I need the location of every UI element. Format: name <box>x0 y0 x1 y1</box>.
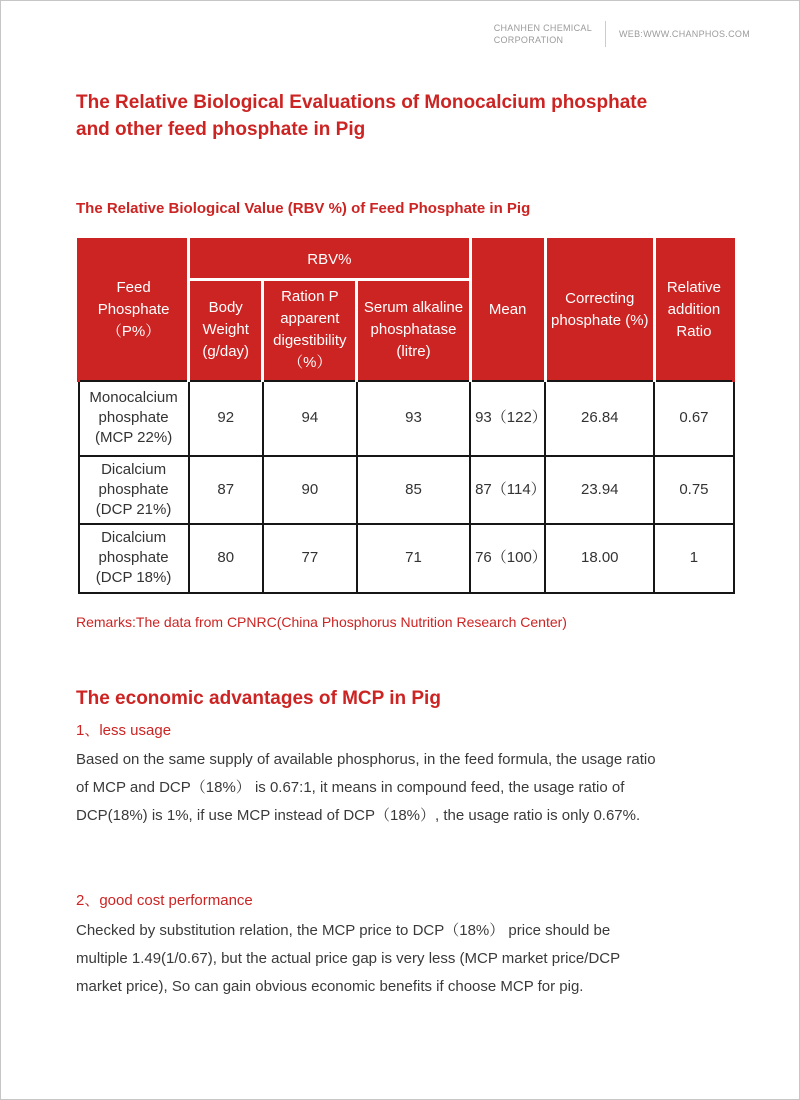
cell-correcting: 18.00 <box>545 524 654 593</box>
col-header-mean: Mean <box>470 240 545 381</box>
cell-serum: 93 <box>357 381 470 456</box>
company-name-line1: CHANHEN CHEMICAL <box>493 23 592 33</box>
company-name-line2: CORPORATION <box>493 35 564 45</box>
cell-correcting: 26.84 <box>545 381 654 456</box>
cell-mean: 93（122） <box>470 381 545 456</box>
cell-ration-p: 90 <box>263 456 357 524</box>
point-1-paragraph: Based on the same supply of available phosphorus, in the feed formula, the usage ratio of MCP and DCP（18%） is 0.67:1, it means in compound feed, the usage ratio of DCP(18%) is 1%, if use MCP instead of DCP（18%）, the usage ratio is only 0.67%. <box>76 751 656 824</box>
point-2-title: 2、good cost performance <box>76 892 253 909</box>
table-row <box>79 524 734 593</box>
col-header-serum: Serum alkaline phosphatase (litre) <box>357 280 470 381</box>
cell-body-weight: 80 <box>189 524 263 593</box>
letterhead <box>494 21 750 47</box>
col-header-relative-addition-ratio: Relative addition Ratio <box>654 240 733 381</box>
cell-feed-name: Monocalcium phosphate (MCP 22%) <box>79 381 189 456</box>
website-text: WEB:WWW.CHANPHOS.COM <box>619 29 750 39</box>
table-row <box>79 381 734 456</box>
cell-ratio: 0.67 <box>654 381 733 456</box>
col-header-correcting-phosphate: Correcting phosphate (%) <box>545 240 654 381</box>
cell-body-weight: 87 <box>189 456 263 524</box>
economic-section-heading: The economic advantages of MCP in Pig <box>76 688 441 709</box>
cell-feed-name: Dicalcium phosphate (DCP 18%) <box>79 524 189 593</box>
cell-ratio: 0.75 <box>654 456 733 524</box>
col-header-ration-p: Ration P apparent digestibility（%） <box>263 280 357 381</box>
point-1-title: 1、less usage <box>76 722 172 739</box>
cell-ratio: 1 <box>654 524 733 593</box>
col-group-header-rbv: RBV% <box>189 240 470 280</box>
rbv-table <box>77 238 735 594</box>
letterhead-divider <box>605 21 606 47</box>
point-2-paragraph: Checked by substitution relation, the MCP price to DCP（18%） price should be multiple 1.49(1/0.67), but the actual price gap is very less (MCP market price/DCP market price), So can gain obvious economic benefits if choose MCP for pig. <box>76 922 620 995</box>
cell-body-weight: 92 <box>189 381 263 456</box>
cell-serum: 71 <box>357 524 470 593</box>
col-header-feed-phosphate: Feed Phosphate（P%） <box>79 240 189 381</box>
cell-mean: 76（100） <box>470 524 545 593</box>
remarks-text: Remarks:The data from CPNRC(China Phosphorus Nutrition Research Center) <box>76 614 567 630</box>
page-title: The Relative Biological Evaluations of Monocalcium phosphate and other feed phosphate in Pig <box>76 92 648 140</box>
cell-mean: 87（114） <box>470 456 545 524</box>
cell-serum: 85 <box>357 456 470 524</box>
cell-ration-p: 77 <box>263 524 357 593</box>
cell-ration-p: 94 <box>263 381 357 456</box>
cell-correcting: 23.94 <box>545 456 654 524</box>
cell-feed-name: Dicalcium phosphate (DCP 21%) <box>79 456 189 524</box>
company-name <box>494 22 592 46</box>
table-row <box>79 456 734 524</box>
table-caption: The Relative Biological Value (RBV %) of Feed Phosphate in Pig <box>76 200 531 217</box>
col-header-body-weight: Body Weight (g/day) <box>189 280 263 381</box>
